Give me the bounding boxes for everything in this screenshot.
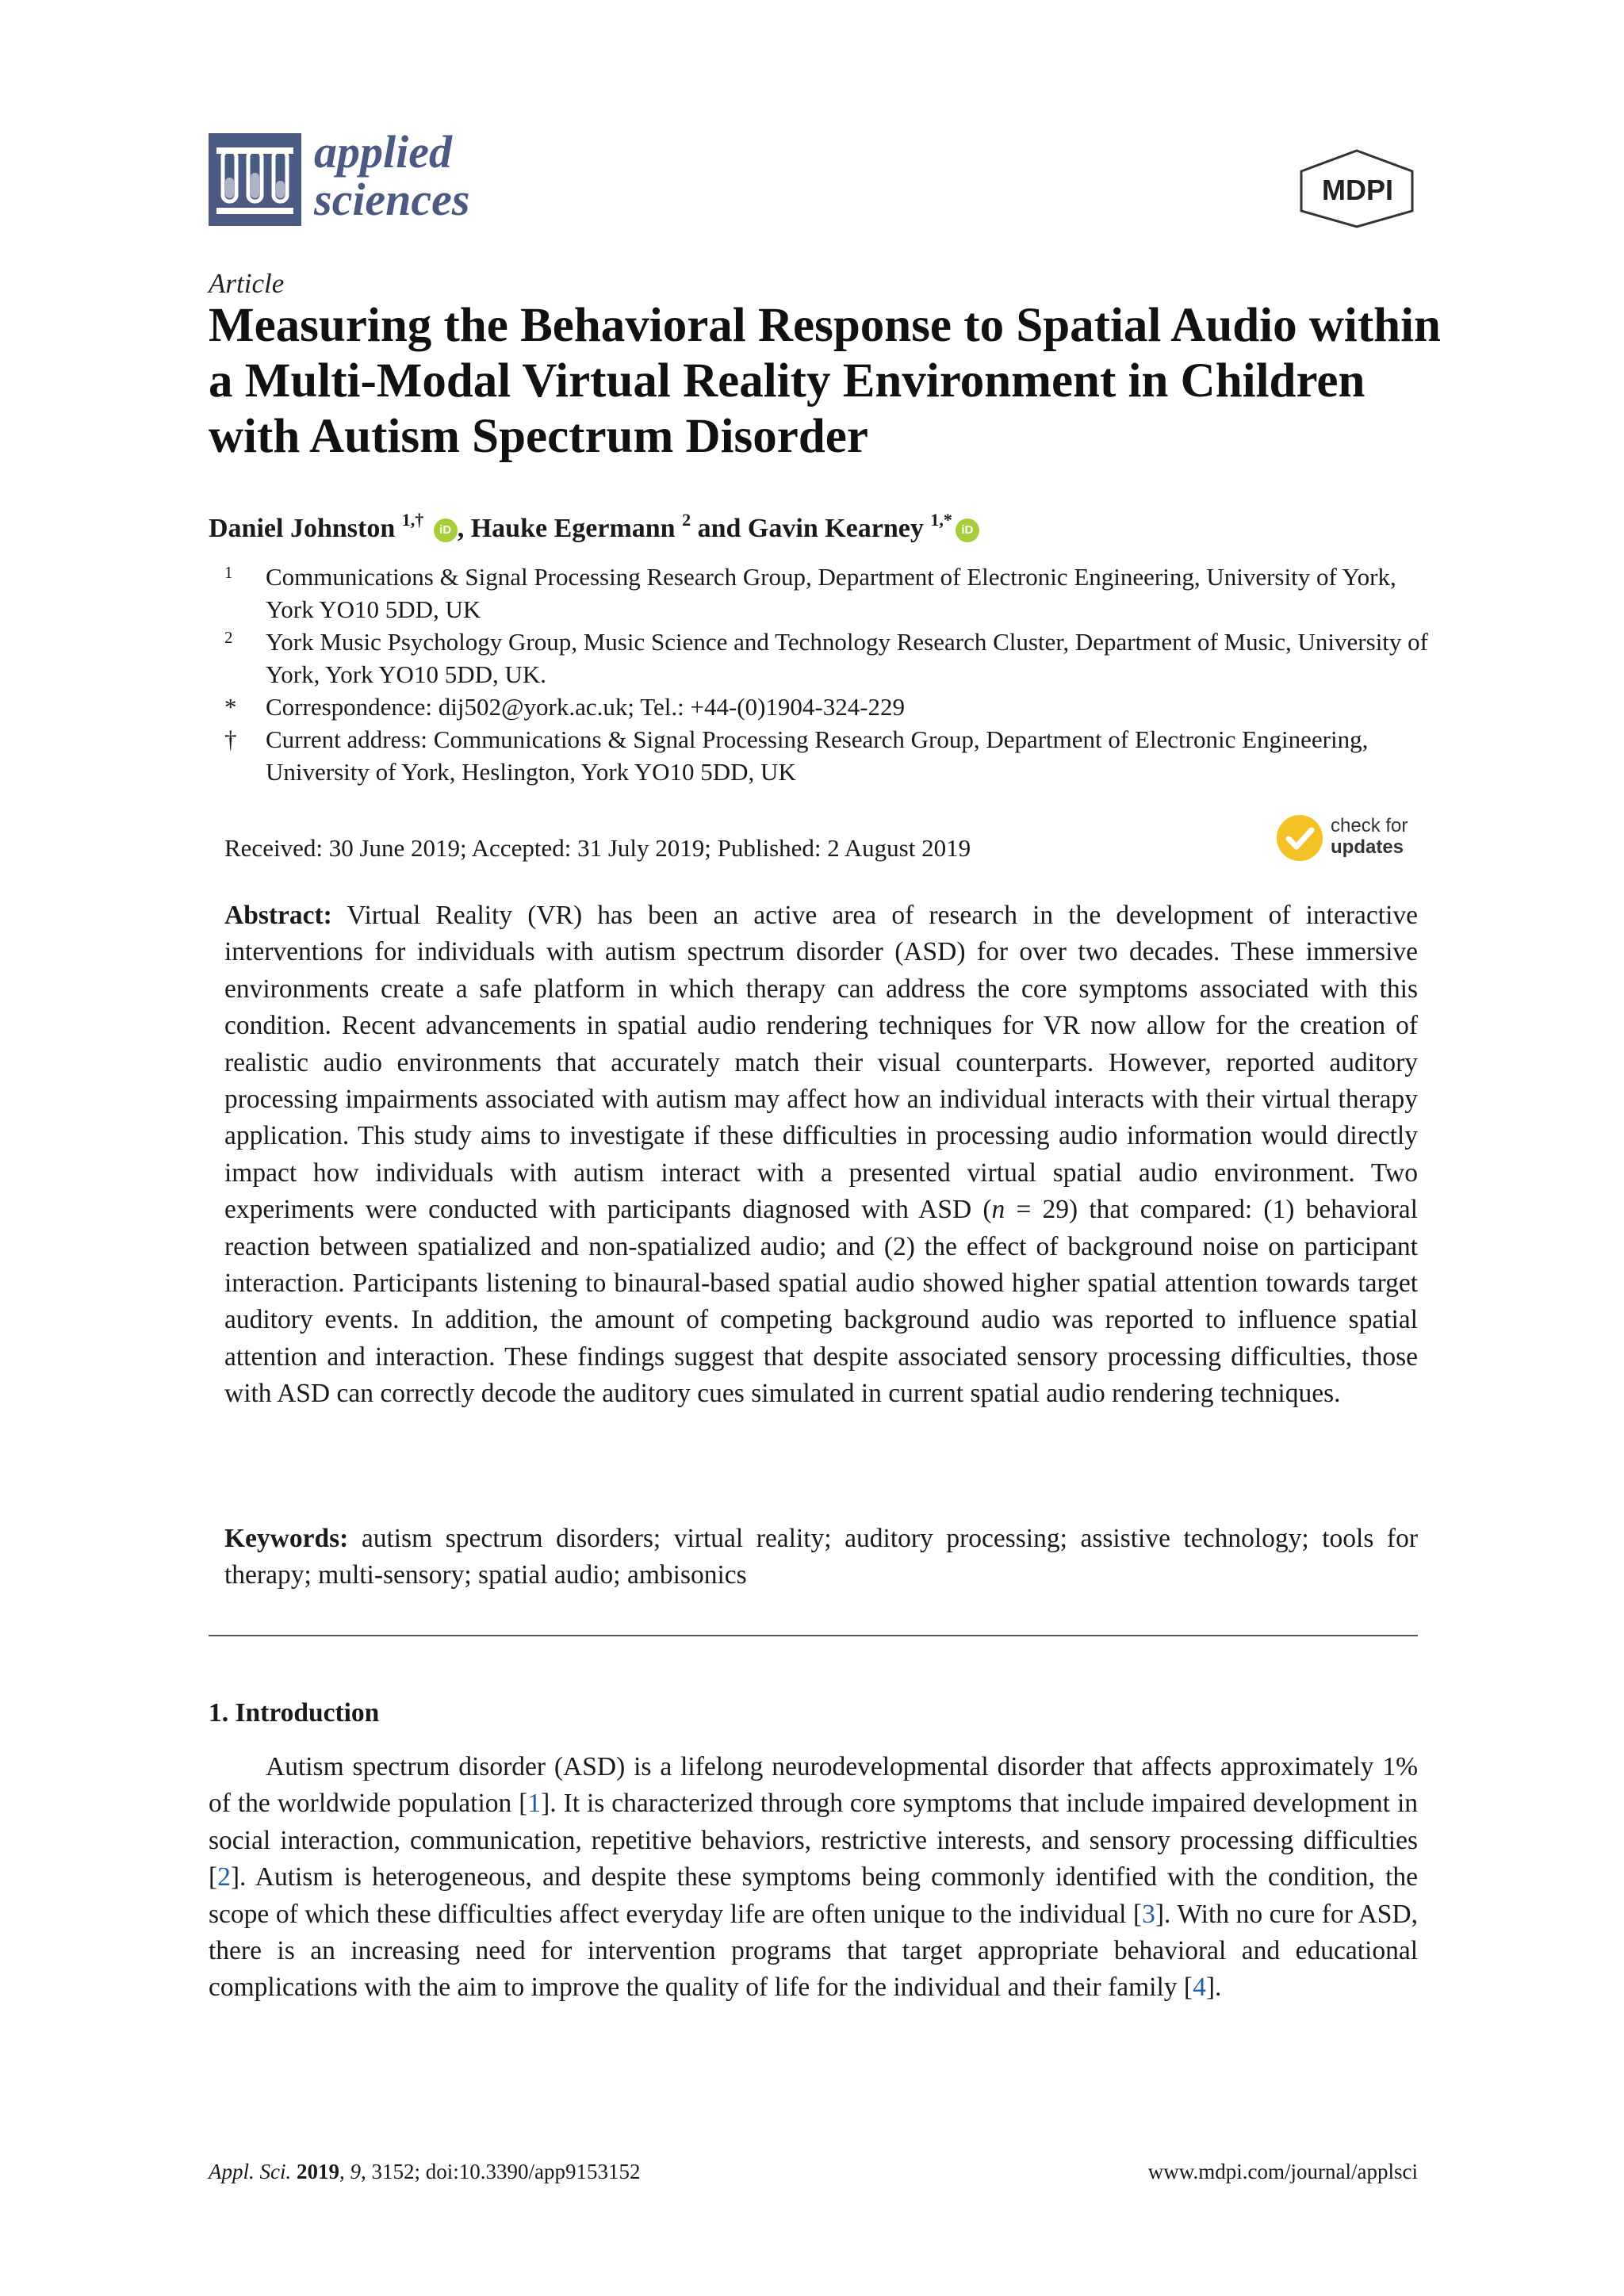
affiliation-item [224, 626, 1446, 691]
author-affiliation-sup: 2 [682, 510, 691, 530]
publication-dates: Received: 30 June 2019; Accepted: 31 July 2019; Published: 2 August 2019 [224, 834, 971, 862]
affiliation-marker: 2 [224, 628, 233, 647]
journal-name-line2: sciences [314, 174, 470, 225]
journal-url[interactable]: www.mdpi.com/journal/applsci [1147, 2160, 1418, 2183]
intro-text: ]. With no cure for ASD, there is an increasing need for intervention programs that target appropriate behavioral and educational complications with the aim to improve the quality of life for the individual and their family [ [209, 1899, 1418, 2003]
affiliation-marker: † [224, 725, 237, 753]
correspondence-text: Correspondence: dij502@york.ac.uk; Tel.: +44-(0)1904-324-229 [266, 693, 906, 721]
author-name: Daniel Johnston [209, 514, 396, 543]
publisher-logo [1297, 149, 1416, 228]
publisher-name: MDPI [1322, 174, 1393, 206]
abstract-text-continued: = 29) that compared: (1) behavioral reaction between spatialized and non-spatialized audio; and (2) the effect of background noise on participant interaction. Participants listening to binaural-based spatial audio showed higher spatial attention towards target auditory events. In addition, the amount of competing background audio was reported to influence spatial attention and interaction. These findings suggest that despite associated sensory processing difficulties, those with ASD can correctly decode the auditory cues simulated in current spatial audio rendering techniques. [224, 1195, 1418, 1409]
orcid-icon[interactable]: iD [956, 519, 979, 542]
abstract-label: Abstract: [224, 901, 332, 930]
intro-text: Autism spectrum disorder (ASD) is a lifelong neurodevelopmental disorder that affects approximately 1% of the worldwide population [ [209, 1752, 1418, 1819]
affiliation-item [224, 561, 1446, 626]
author-affiliation-sup: 1,† [401, 510, 424, 530]
citation-link[interactable]: 4 [1193, 1973, 1206, 2003]
journal-name [314, 128, 470, 224]
affiliation-item [224, 723, 1446, 788]
journal-logo [209, 126, 494, 228]
footer-year: 2019 [296, 2160, 339, 2183]
orcid-icon[interactable]: iD [434, 519, 458, 542]
keywords-text: autism spectrum disorders; virtual reality; auditory processing; assistive technology; tools for therapy; multi-sensory; spatial audio; ambisonics [224, 1524, 1418, 1590]
intro-text: ]. It is characterized through core symptoms that include impaired development in social interaction, communication, repetitive behaviors, restrictive interests, and sensory processing difficulties [ [209, 1789, 1418, 1892]
intro-text: ]. Autism is heterogeneous, and despite these symptoms being commonly identified with the condition, the scope of which these difficulties affect everyday life are often unique to the individual [ [209, 1862, 1418, 1929]
footer-separator: , [339, 2160, 350, 2183]
footer-citation [209, 2160, 640, 2184]
intro-paragraph [209, 1749, 1418, 2007]
check-updates-text [1331, 815, 1408, 858]
sample-size-symbol: n [991, 1195, 1005, 1225]
footer-doi: , 3152; doi:10.3390/app9153152 [360, 2160, 641, 2183]
abstract-text: Virtual Reality (VR) has been an active area of research in the development of interactive interventions for individuals with autism spectrum disorder (ASD) for over two decades. These immersive environments create a safe platform in which therapy can address the core symptoms associated with this condition. Recent advancements in spatial audio rendering techniques for VR now allow for the creation of realistic audio environments that accurately match their visual counterparts. However, reported auditory processing impairments associated with autism may affect how an individual interacts with their virtual therapy application. This study aims to investigate if these difficulties in processing audio information would directly impact how individuals with autism interact with a presented virtual spatial audio environment. Two experiments were conducted with participants diagnosed with ASD ( [224, 901, 1418, 1225]
author-list [209, 510, 1446, 544]
author-separator: , [457, 514, 471, 543]
author-separator: and [691, 514, 748, 543]
citation-link[interactable]: 2 [217, 1862, 231, 1892]
affiliation-text: York Music Psychology Group, Music Science and Technology Research Cluster, Department of Music, University of York, York YO10 5DD, UK. [266, 628, 1428, 688]
section-heading: 1. Introduction [209, 1698, 380, 1728]
check-for-updates-badge[interactable] [1277, 813, 1419, 867]
author-affiliation-sup: 1,* [930, 510, 952, 530]
citation-link[interactable]: 3 [1142, 1899, 1155, 1929]
journal-name-line1: applied [314, 126, 452, 178]
footer-volume: 9 [350, 2160, 361, 2183]
author-name: Hauke Egermann [470, 514, 676, 543]
abstract [224, 897, 1418, 1413]
affiliation-text: Current address: Communications & Signal Processing Research Group, Department of Electronic Engineering, University of York, Heslington, York YO10 5DD, UK [266, 725, 1369, 786]
section-divider [209, 1635, 1418, 1636]
author-name: Gavin Kearney [747, 514, 924, 543]
affiliation-marker: 1 [224, 563, 233, 582]
affiliation-item [224, 691, 1446, 723]
check-updates-line1: check for [1331, 815, 1408, 836]
affiliation-text: Communications & Signal Processing Research Group, Department of Electronic Engineering, University of York, York YO10 5DD, UK [266, 563, 1396, 623]
intro-text: ]. [1205, 1973, 1222, 2003]
affiliations [224, 561, 1446, 788]
citation-link[interactable]: 1 [527, 1789, 542, 1819]
affiliation-marker: * [224, 693, 237, 721]
paper-title: Measuring the Behavioral Response to Spatial Audio within a Multi-Modal Virtual Reality Environment in Children with Autism Spectrum Disorder [209, 299, 1441, 463]
article-type: Article [209, 268, 285, 299]
keywords-label: Keywords: [224, 1524, 349, 1553]
keywords [224, 1521, 1418, 1594]
check-updates-line2: updates [1331, 836, 1404, 858]
test-tubes-icon [209, 133, 301, 226]
checkmark-icon [1277, 815, 1323, 861]
journal-abbreviation: Appl. Sci. [209, 2160, 292, 2183]
